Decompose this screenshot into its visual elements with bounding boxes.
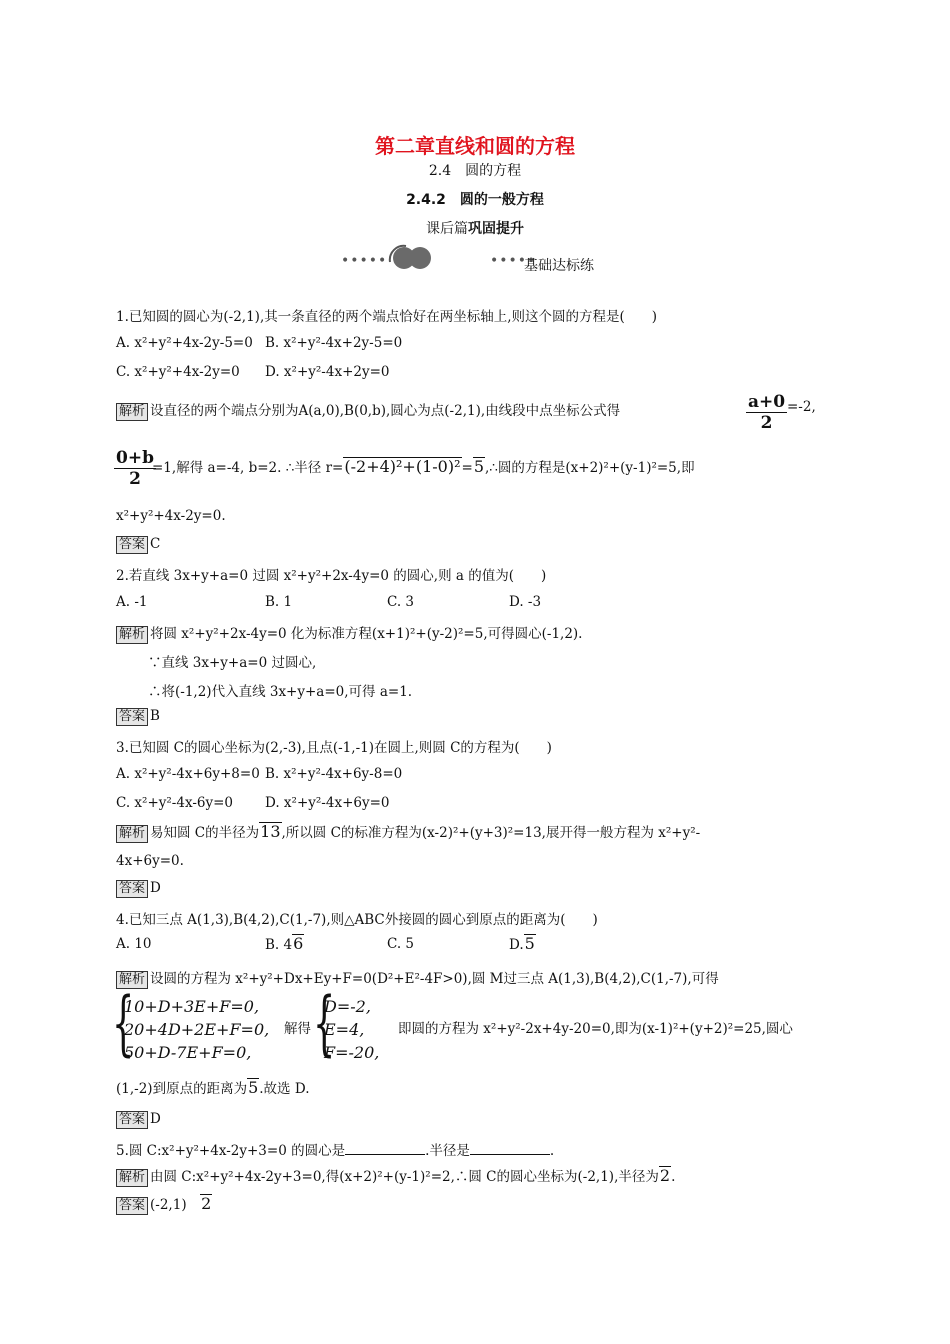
q5-analysis-end: . bbox=[671, 1169, 676, 1185]
after-class-prefix: 课后篇 bbox=[426, 221, 468, 237]
q4-system-solution bbox=[324, 995, 379, 1064]
after-class-heading bbox=[0, 218, 950, 238]
answer-tag: 答案 bbox=[116, 708, 148, 726]
q2-option-a: A. -1 bbox=[116, 594, 148, 610]
q4-option-b-sqrt: 6 bbox=[293, 934, 304, 953]
q3-analysis-line1 bbox=[116, 821, 700, 843]
q5-stem-end: . bbox=[549, 1143, 555, 1159]
q2-stem: 2.若直线 3x+y+a=0 过圆 x²+y²+2x-4y=0 的圆心,则 a 的值为( ) bbox=[116, 568, 547, 584]
answer-tag: 答案 bbox=[116, 1197, 148, 1215]
q5-answer-line bbox=[116, 1193, 212, 1215]
q4-option-d-sqrt: 5 bbox=[524, 934, 535, 953]
q1-answer: C bbox=[150, 536, 161, 552]
after-class-bold: 巩固提升 bbox=[468, 221, 524, 237]
q4-eq2: 20+4D+2E+F=0, bbox=[124, 1020, 270, 1039]
q4-system-equations bbox=[124, 995, 269, 1064]
analysis-tag: 解析 bbox=[116, 971, 148, 989]
q1-option-a: A. x²+y²+4x-2y-5=0 bbox=[116, 335, 253, 351]
q4-answer: D bbox=[150, 1111, 161, 1127]
q2-option-b: B. 1 bbox=[265, 594, 293, 610]
q1-analysis-line2 bbox=[152, 456, 695, 476]
q1-option-d: D. x²+y²-4x+2y=0 bbox=[265, 364, 390, 380]
chapter-title: 第二章直线和圆的方程 bbox=[375, 134, 575, 158]
q3-stem: 3.已知圆 C的圆心坐标为(2,-3),且点(-1,-1)在圆上,则圆 C的方程为( ) bbox=[116, 740, 552, 756]
q5-analysis-line bbox=[116, 1165, 675, 1187]
analysis-tag: 解析 bbox=[116, 1169, 148, 1187]
analysis-tag: 解析 bbox=[116, 626, 148, 644]
q4-option-d-pre: D. bbox=[509, 937, 524, 953]
q4-sol1: D=-2, bbox=[324, 997, 371, 1016]
q5-stem-pre: 5.圆 C:x²+y²+4x-2y+3=0 的圆心是 bbox=[116, 1143, 346, 1159]
q1-fraction-b-num: 0+b bbox=[116, 448, 154, 468]
q1-equals: = bbox=[461, 460, 473, 476]
q3-analysis-pre: 易知圆 C的半径为 bbox=[150, 825, 260, 841]
q3-sqrt13: 13 bbox=[260, 822, 281, 841]
q2-analysis-text1: 将圆 x²+y²+2x-4y=0 化为标准方程(x+1)²+(y-2)²=5,可得圆心(-1,2). bbox=[150, 626, 583, 642]
q5-stem-mid: .半径是 bbox=[425, 1143, 470, 1159]
q5-answer-sqrt: 2 bbox=[201, 1194, 212, 1213]
q1-fraction-a bbox=[746, 392, 787, 433]
q3-option-a: A. x²+y²-4x+6y+8=0 bbox=[116, 766, 260, 782]
q2-analysis-line1 bbox=[116, 622, 582, 644]
q1-answer-line bbox=[116, 536, 160, 554]
q1-analysis-line1 bbox=[116, 399, 620, 421]
q5-blank-center[interactable] bbox=[345, 1154, 425, 1155]
q4-option-d bbox=[509, 934, 536, 953]
q4-option-b bbox=[265, 934, 304, 953]
q1-fraction-b-den: 2 bbox=[129, 469, 141, 489]
q4-option-c: C. 5 bbox=[387, 936, 415, 952]
q2-option-d: D. -3 bbox=[509, 594, 542, 610]
q4-eq1: 10+D+3E+F=0, bbox=[124, 997, 260, 1016]
q4-brace-right: { bbox=[313, 982, 336, 1064]
q4-analysis-post: .故选 D. bbox=[259, 1081, 310, 1097]
q1-fraction-a-num: a+0 bbox=[748, 392, 786, 412]
q3-option-c: C. x²+y²-4x-6y=0 bbox=[116, 795, 234, 811]
circles-logo-icon bbox=[384, 240, 434, 270]
basic-practice-heading: 基础达标练 bbox=[524, 258, 594, 274]
q4-solve-label: 解得 bbox=[284, 1021, 311, 1037]
q2-analysis-line2: ∵直线 3x+y+a=0 过圆心, bbox=[148, 655, 317, 671]
q1-sqrt5: 5 bbox=[473, 457, 484, 476]
q5-sqrt2: 2 bbox=[659, 1166, 671, 1185]
q4-option-b-pre: B. 4 bbox=[265, 937, 293, 953]
q2-analysis-line3: ∴将(-1,2)代入直线 3x+y+a=0,可得 a=1. bbox=[148, 684, 413, 700]
dots-right: ••••• bbox=[490, 253, 537, 269]
section-title: 2.4 圆的方程 bbox=[428, 163, 522, 179]
q4-analysis-text1: 设圆的方程为 x²+y²+Dx+Ey+F=0(D²+E²-4F>0),圆 M过三点 A(1,3),B(4,2),C(1,-7),可得 bbox=[150, 971, 719, 987]
q3-analysis-post: ,所以圆 C的标准方程为(x-2)²+(y+3)²=13,展开得一般方程为 x²+y²- bbox=[281, 825, 701, 841]
q4-sol2: E=4, bbox=[324, 1020, 365, 1039]
answer-tag: 答案 bbox=[116, 1111, 148, 1129]
q4-analysis-line2: 即圆的方程为 x²+y²-2x+4y-20=0,即为(x-1)²+(y+2)²=25,圆心 bbox=[398, 1021, 793, 1037]
analysis-tag: 解析 bbox=[116, 403, 148, 421]
q1-option-c: C. x²+y²+4x-2y=0 bbox=[116, 364, 240, 380]
answer-tag: 答案 bbox=[116, 880, 148, 898]
q5-blank-radius[interactable] bbox=[470, 1154, 550, 1155]
q4-answer-line bbox=[116, 1111, 161, 1129]
q3-answer: D bbox=[150, 880, 161, 896]
q1-radical: (-2+4)²+(1-0)² bbox=[344, 457, 461, 476]
q4-analysis-pre: (1,-2)到原点的距离为 bbox=[116, 1081, 248, 1097]
q4-sqrt5: 5 bbox=[248, 1078, 259, 1097]
q5-analysis-pre: 由圆 C:x²+y²+4x-2y+3=0,得(x+2)²+(y-1)²=2,∴圆 C的圆心坐标为(-2,1),半径为 bbox=[150, 1169, 659, 1185]
q1-fraction-b bbox=[114, 448, 156, 489]
answer-tag: 答案 bbox=[116, 536, 148, 554]
q1-analysis-text1: 设直径的两个端点分别为A(a,0),B(0,b),圆心为点(-2,1),由线段中点坐标公式得 bbox=[150, 403, 621, 419]
q2-option-c: C. 3 bbox=[387, 594, 415, 610]
q3-analysis-line2: 4x+6y=0. bbox=[116, 853, 184, 869]
q3-option-d: D. x²+y²-4x+6y=0 bbox=[265, 795, 390, 811]
analysis-tag: 解析 bbox=[116, 825, 148, 843]
q1-option-b: B. x²+y²-4x+2y-5=0 bbox=[265, 335, 403, 351]
q4-eq3: 50+D-7E+F=0, bbox=[124, 1043, 252, 1062]
q2-answer-line bbox=[116, 708, 160, 726]
q4-analysis-line1 bbox=[116, 967, 719, 989]
q4-stem: 4.已知三点 A(1,3),B(4,2),C(1,-7),则△ABC外接圆的圆心到原点的距离为( ) bbox=[116, 912, 598, 928]
q4-sol3: F=-20, bbox=[324, 1043, 380, 1062]
q3-answer-line bbox=[116, 880, 161, 898]
q5-answer-pre: (-2,1) bbox=[150, 1197, 201, 1213]
q1-fraction-a-den: 2 bbox=[760, 413, 773, 433]
q3-option-b: B. x²+y²-4x+6y-8=0 bbox=[265, 766, 403, 782]
q4-analysis-line3 bbox=[116, 1077, 309, 1097]
dots-left: ••••• bbox=[341, 253, 388, 269]
q4-brace-left: { bbox=[112, 982, 135, 1064]
q5-stem bbox=[116, 1139, 554, 1159]
q1-analysis-text2: =1,解得 a=-4, b=2. ∴半径 r= bbox=[152, 460, 344, 476]
subsection-title: 2.4.2 圆的一般方程 bbox=[406, 192, 544, 208]
q2-answer: B bbox=[150, 708, 160, 724]
q1-stem: 1.已知圆的圆心为(-2,1),其一条直径的两个端点恰好在两坐标轴上,则这个圆的方程是( ) bbox=[116, 309, 658, 325]
q1-analysis-tail1: =-2, bbox=[787, 399, 816, 415]
q4-option-a: A. 10 bbox=[116, 936, 152, 952]
q1-analysis-tail2: ,∴圆的方程是(x+2)²+(y-1)²=5,即 bbox=[485, 460, 695, 476]
q1-analysis-line3: x²+y²+4x-2y=0. bbox=[116, 508, 226, 524]
